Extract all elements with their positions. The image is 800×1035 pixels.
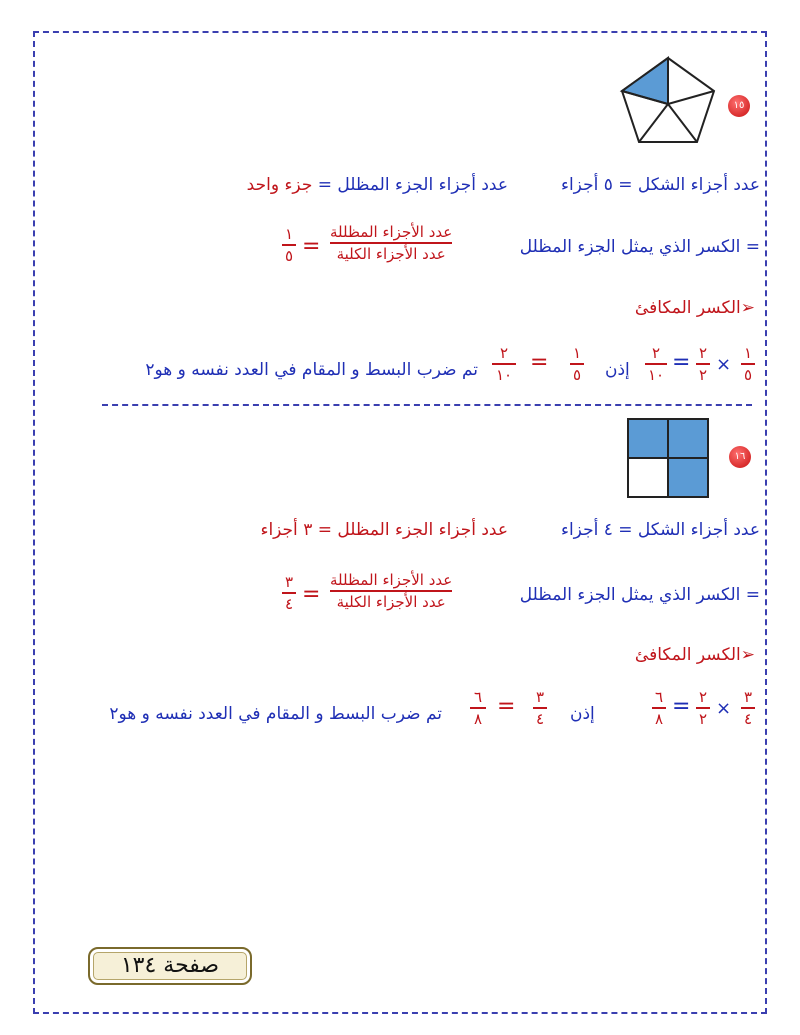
fraction-bar xyxy=(470,707,486,709)
eq-d-denominator: ١٠ xyxy=(495,366,513,384)
fraction-bar xyxy=(696,363,710,365)
eq-fraction-c xyxy=(533,688,547,728)
shaded-count-line: عدد أجزاء الجزء المظلل = ٣ أجزاء xyxy=(260,520,508,540)
equals-sign: = xyxy=(497,694,516,719)
ratio-denominator: عدد الأجزاء الكلية xyxy=(336,593,446,611)
ratio-numerator: عدد الأجزاء المظللة xyxy=(330,223,453,241)
equivalent-heading xyxy=(635,298,755,318)
result-fraction xyxy=(282,225,296,265)
result-fraction xyxy=(282,573,296,613)
fraction-bar xyxy=(282,592,296,594)
eq-m-denominator: ٢ xyxy=(698,366,708,384)
shaded-count-line xyxy=(247,175,508,195)
fraction-lead: الكسر الذي يمثل الجزء المظلل = xyxy=(519,585,760,605)
equals-sign: = xyxy=(530,350,549,375)
multiplication-note: تم ضرب البسط و المقام في العدد نفسه و هو٢ xyxy=(109,704,442,724)
eq-m-numerator: ٢ xyxy=(698,688,708,706)
fraction-bar xyxy=(570,363,584,365)
then-word: إذن xyxy=(605,360,630,380)
then-word: إذن xyxy=(570,704,595,724)
eq-c-denominator: ٤ xyxy=(535,710,545,728)
ratio-denominator: عدد الأجزاء الكلية xyxy=(336,245,446,263)
fraction-bar xyxy=(741,363,755,365)
fraction-bar xyxy=(330,590,452,592)
eq-fraction-b xyxy=(652,688,666,728)
section-divider xyxy=(102,404,752,406)
eq-a-numerator: ٣ xyxy=(743,688,753,706)
question-badge-15: ١٥ xyxy=(728,95,750,117)
equivalent-heading xyxy=(635,645,755,665)
eq-fraction-m xyxy=(696,344,710,384)
equivalent-heading-text: الكسر المكافئ xyxy=(634,298,741,318)
multiplication-note: تم ضرب البسط و المقام في العدد نفسه و هو٢ xyxy=(145,360,478,380)
equals-sign: = xyxy=(302,234,321,259)
equals-sign: = xyxy=(672,694,691,719)
eq-m-numerator: ٢ xyxy=(698,344,708,362)
fraction-bar xyxy=(652,707,666,709)
eq-c-denominator: ٥ xyxy=(572,366,582,384)
eq-fraction-m xyxy=(696,688,710,728)
eq-b-numerator: ٦ xyxy=(654,688,664,706)
result-numerator: ٣ xyxy=(284,573,294,591)
eq-fraction-d xyxy=(470,688,486,728)
result-numerator: ١ xyxy=(284,225,294,243)
eq-fraction-c xyxy=(570,344,584,384)
eq-fraction-a xyxy=(741,688,755,728)
fraction-bar xyxy=(741,707,755,709)
result-denominator: ٥ xyxy=(284,247,294,265)
page-number-box: صفحة ١٣٤ xyxy=(88,947,252,985)
arrow-bullet-icon: ➢ xyxy=(740,645,755,665)
fraction-bar xyxy=(330,242,452,244)
eq-a-denominator: ٥ xyxy=(743,366,753,384)
eq-a-denominator: ٤ xyxy=(743,710,753,728)
arrow-bullet-icon: ➢ xyxy=(740,298,755,318)
eq-a-numerator: ١ xyxy=(743,344,753,362)
times-sign: × xyxy=(716,354,732,375)
eq-b-denominator: ١٠ xyxy=(647,366,665,384)
parts-count-line: عدد أجزاء الشكل = ٥ أجزاء xyxy=(560,175,760,195)
fraction-lead: الكسر الذي يمثل الجزء المظلل = xyxy=(519,237,760,257)
fraction-bar xyxy=(533,707,547,709)
equivalent-heading-text: الكسر المكافئ xyxy=(634,645,741,665)
result-denominator: ٤ xyxy=(284,595,294,613)
fraction-bar xyxy=(282,244,296,246)
ratio-numerator: عدد الأجزاء المظللة xyxy=(330,571,453,589)
fraction-bar xyxy=(645,363,667,365)
times-sign: × xyxy=(716,698,732,719)
shaded-count-value: جزء واحد xyxy=(246,175,313,195)
eq-fraction-b xyxy=(645,344,667,384)
ratio-fraction xyxy=(330,223,452,263)
ratio-fraction xyxy=(330,571,452,611)
equals-sign: = xyxy=(672,350,691,375)
eq-d-denominator: ٨ xyxy=(473,710,483,728)
fraction-bar xyxy=(696,707,710,709)
eq-fraction-a xyxy=(741,344,755,384)
square-shape xyxy=(627,418,709,498)
fraction-bar xyxy=(492,363,516,365)
eq-c-numerator: ٣ xyxy=(535,688,545,706)
eq-b-denominator: ٨ xyxy=(654,710,664,728)
shaded-count-label: عدد أجزاء الجزء المظلل = xyxy=(312,175,508,195)
eq-fraction-d xyxy=(492,344,516,384)
parts-count-line: عدد أجزاء الشكل = ٤ أجزاء xyxy=(560,520,760,540)
equals-sign: = xyxy=(302,582,321,607)
pentagon-shape xyxy=(618,54,718,146)
eq-m-denominator: ٢ xyxy=(698,710,708,728)
eq-d-numerator: ٦ xyxy=(473,688,483,706)
eq-d-numerator: ٢ xyxy=(499,344,509,362)
eq-b-numerator: ٢ xyxy=(651,344,661,362)
question-badge-16: ١٦ xyxy=(729,446,751,468)
eq-c-numerator: ١ xyxy=(572,344,582,362)
